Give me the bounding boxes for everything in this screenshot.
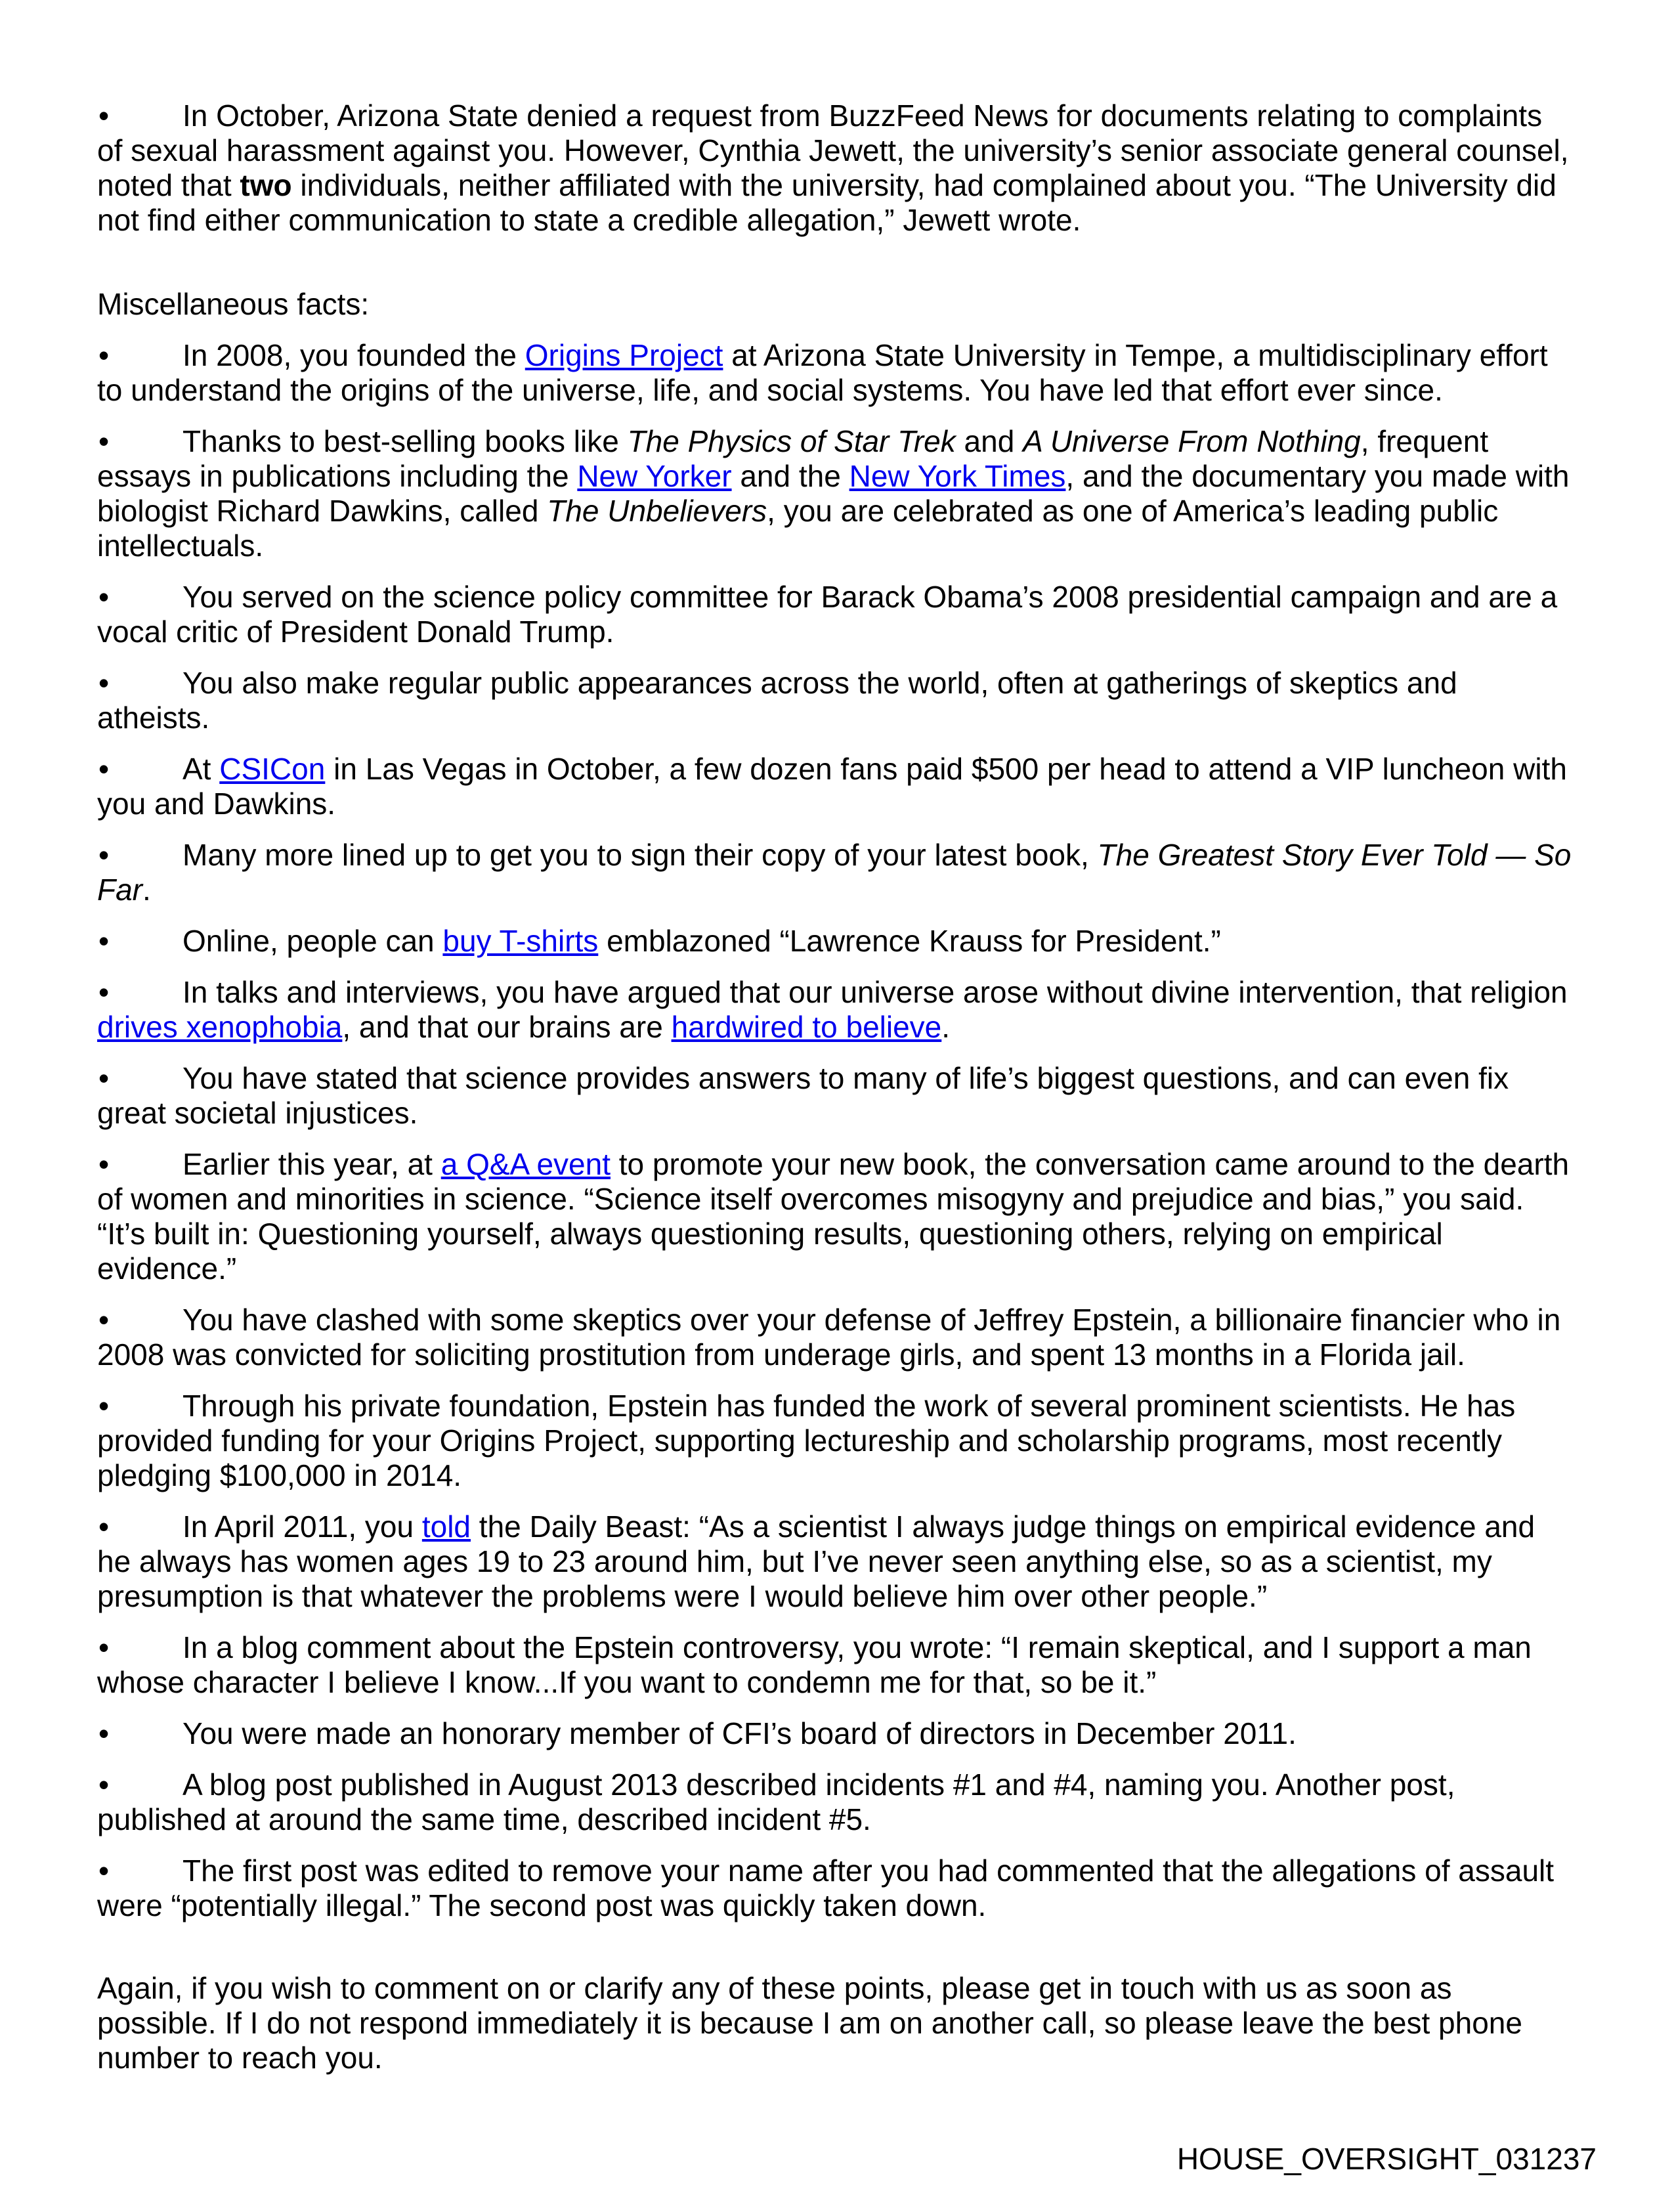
text-run: in Las Vegas in October, a few dozen fans paid $500 per head to attend a VIP luncheon with you and Dawkins. — [97, 752, 1567, 821]
text-run: and — [955, 424, 1023, 458]
hyperlink[interactable]: buy T-shirts — [442, 924, 599, 958]
text-run: You were made an honorary member of CFI’s board of directors in December 2011. — [182, 1716, 1297, 1750]
hyperlink[interactable]: CSICon — [219, 752, 326, 786]
italic-text: The Unbelievers — [547, 494, 767, 528]
bullet-marker-icon: • — [98, 1147, 110, 1181]
text-run: , and that our brains are — [342, 1010, 672, 1044]
text-run: You have clashed with some skeptics over your defense of Jeffrey Epstein, a billionaire financier who in 2008 was convicted for soliciting prostitution from underage girls, and spent 13 months in a Florida jail. — [97, 1303, 1561, 1372]
hyperlink[interactable]: drives xenophobia — [97, 1010, 343, 1044]
italic-text: A Universe From Nothing — [1023, 424, 1361, 458]
bullet-item — [97, 1061, 1574, 1131]
section-heading: Miscellaneous facts: — [97, 287, 370, 321]
bold-text: two — [240, 168, 292, 202]
italic-text: The Greatest Story Ever Told — So Far — [97, 838, 1572, 907]
document-body — [97, 98, 1574, 2075]
text-run: . — [941, 1010, 951, 1044]
bullet-marker-icon: • — [98, 1061, 110, 1095]
text-run: In April 2011, you — [182, 1509, 422, 1544]
bullet-marker-icon: • — [98, 1716, 110, 1750]
text-run: individuals, neither affiliated with the university, had complained about you. “The University did not find either communication to state a credible allegation,” Jewett wrote. — [97, 168, 1556, 237]
text-run: the Daily Beast: “As a scientist I always judge things on empirical evidence and he always has women ages 19 to 23 around him, but I’ve never seen anything else, so as a scientist, my presumption is that whatever the problems were I would believe him over other people.” — [97, 1509, 1535, 1613]
bullet-item — [97, 1303, 1574, 1372]
text-run: , you are celebrated as one of America’s leading public intellectuals. — [97, 494, 1499, 563]
bullet-marker-icon: • — [98, 1630, 110, 1664]
bullet-item — [97, 1854, 1574, 1923]
fact-bullet-list — [97, 338, 1574, 1923]
text-run: . — [142, 873, 151, 907]
hyperlink[interactable]: Origins Project — [525, 338, 723, 372]
text-run: You have stated that science provides answers to many of life’s biggest questions, and can even fix great societal injustices. — [97, 1061, 1509, 1130]
bullet-item — [97, 338, 1574, 408]
hyperlink[interactable]: a Q&A event — [440, 1147, 611, 1181]
text-run: Through his private foundation, Epstein has funded the work of several prominent scientists. He has provided funding for your Origins Project, supporting lectureship and scholarship programs, most recently pledging $100,000 in 2014. — [97, 1389, 1516, 1492]
text-run: You also make regular public appearances across the world, often at gatherings of skeptics and atheists. — [97, 666, 1457, 735]
italic-text: The Physics of Star Trek — [627, 424, 956, 458]
text-run: You served on the science policy committee for Barack Obama’s 2008 presidential campaign and are a vocal critic of President Donald Trump. — [97, 580, 1558, 649]
bullet-marker-icon: • — [98, 838, 110, 872]
bullet-item — [97, 1630, 1574, 1700]
text-run: and the — [731, 459, 849, 493]
bullet-item — [97, 1716, 1574, 1751]
bullet-marker-icon: • — [98, 338, 110, 372]
text-run: At — [182, 752, 220, 786]
bullet-item — [97, 924, 1574, 959]
bullet-item — [97, 1767, 1574, 1837]
text-run: Thanks to best-selling books like — [182, 424, 628, 458]
hyperlink[interactable]: New York Times — [849, 459, 1066, 493]
bullet-marker-icon: • — [98, 1303, 110, 1337]
bates-number: HOUSE_OVERSIGHT_031237 — [1176, 2142, 1597, 2176]
bullet-item — [97, 666, 1574, 735]
bullet-marker-icon: • — [98, 752, 110, 786]
bullet-marker-icon: • — [98, 580, 110, 614]
bullet-item — [97, 752, 1574, 821]
text-run: at Arizona State University in Tempe, a multidisciplinary effort to understand the origins of the universe, life, and social systems. You have led that effort ever since. — [97, 338, 1548, 407]
bullet-marker-icon: • — [98, 1767, 110, 1802]
text-run: In talks and interviews, you have argued that our universe arose without divine intervention, that religion — [182, 975, 1568, 1009]
bullet-marker-icon: • — [98, 1854, 110, 1888]
bullet-marker-icon: • — [98, 424, 110, 458]
text-run: The first post was edited to remove your name after you had commented that the allegations of assault were “potentially illegal.” The second post was quickly taken down. — [97, 1854, 1555, 1922]
bullet-item — [97, 98, 1574, 238]
bullet-marker-icon: • — [98, 98, 110, 133]
bullet-marker-icon: • — [98, 666, 110, 700]
text-run: In October, Arizona State denied a request from BuzzFeed News for documents relating to complaints of sexual harassment against you. However, Cynthia Jewett, the university’s senior associate general counsel, noted that — [97, 98, 1569, 202]
text-run: Many more lined up to get you to sign their copy of your latest book, — [182, 838, 1098, 872]
text-run: to promote your new book, the conversation came around to the dearth of women and minorities in science. “Science itself overcomes misogyny and prejudice and bias,” you said. “It’s built in: Questioning yourself, always questioning results, questioning others, relying on empirical evidence.” — [97, 1147, 1570, 1286]
text-run: A blog post published in August 2013 described incidents #1 and #4, naming you. Another post, published at around the same time, described incident #5. — [97, 1767, 1455, 1836]
closing-paragraph: Again, if you wish to comment on or clarify any of these points, please get in touch with us as soon as possible. If I do not respond immediately it is because I am on another call, so please leave the best phone number to reach you. — [97, 1971, 1522, 2075]
text-run: In a blog comment about the Epstein controversy, you wrote: “I remain skeptical, and I support a man whose character I believe I know...If you want to condemn me for that, so be it.” — [97, 1630, 1532, 1699]
bullet-item — [97, 1509, 1574, 1614]
hyperlink[interactable]: hardwired to believe — [671, 1010, 942, 1044]
text-run: , frequent essays in publications including the — [97, 424, 1489, 493]
bullet-marker-icon: • — [98, 975, 110, 1009]
bullet-marker-icon: • — [98, 924, 110, 958]
bullet-marker-icon: • — [98, 1509, 110, 1544]
bullet-item — [97, 580, 1574, 649]
text-run: Online, people can — [182, 924, 443, 958]
bullet-item — [97, 838, 1574, 907]
text-run: Earlier this year, at — [182, 1147, 441, 1181]
bullet-item — [97, 424, 1574, 563]
text-run: In 2008, you founded the — [182, 338, 525, 372]
text-run: , and the documentary you made with biologist Richard Dawkins, called — [97, 459, 1570, 528]
hyperlink[interactable]: New Yorker — [577, 459, 732, 493]
intro-bullet-list — [97, 98, 1574, 238]
bullet-item — [97, 975, 1574, 1045]
bullet-marker-icon: • — [98, 1389, 110, 1423]
bullet-item — [97, 1147, 1574, 1286]
hyperlink[interactable]: told — [421, 1509, 471, 1544]
text-run: emblazoned “Lawrence Krauss for President.” — [598, 924, 1221, 958]
bullet-item — [97, 1389, 1574, 1493]
